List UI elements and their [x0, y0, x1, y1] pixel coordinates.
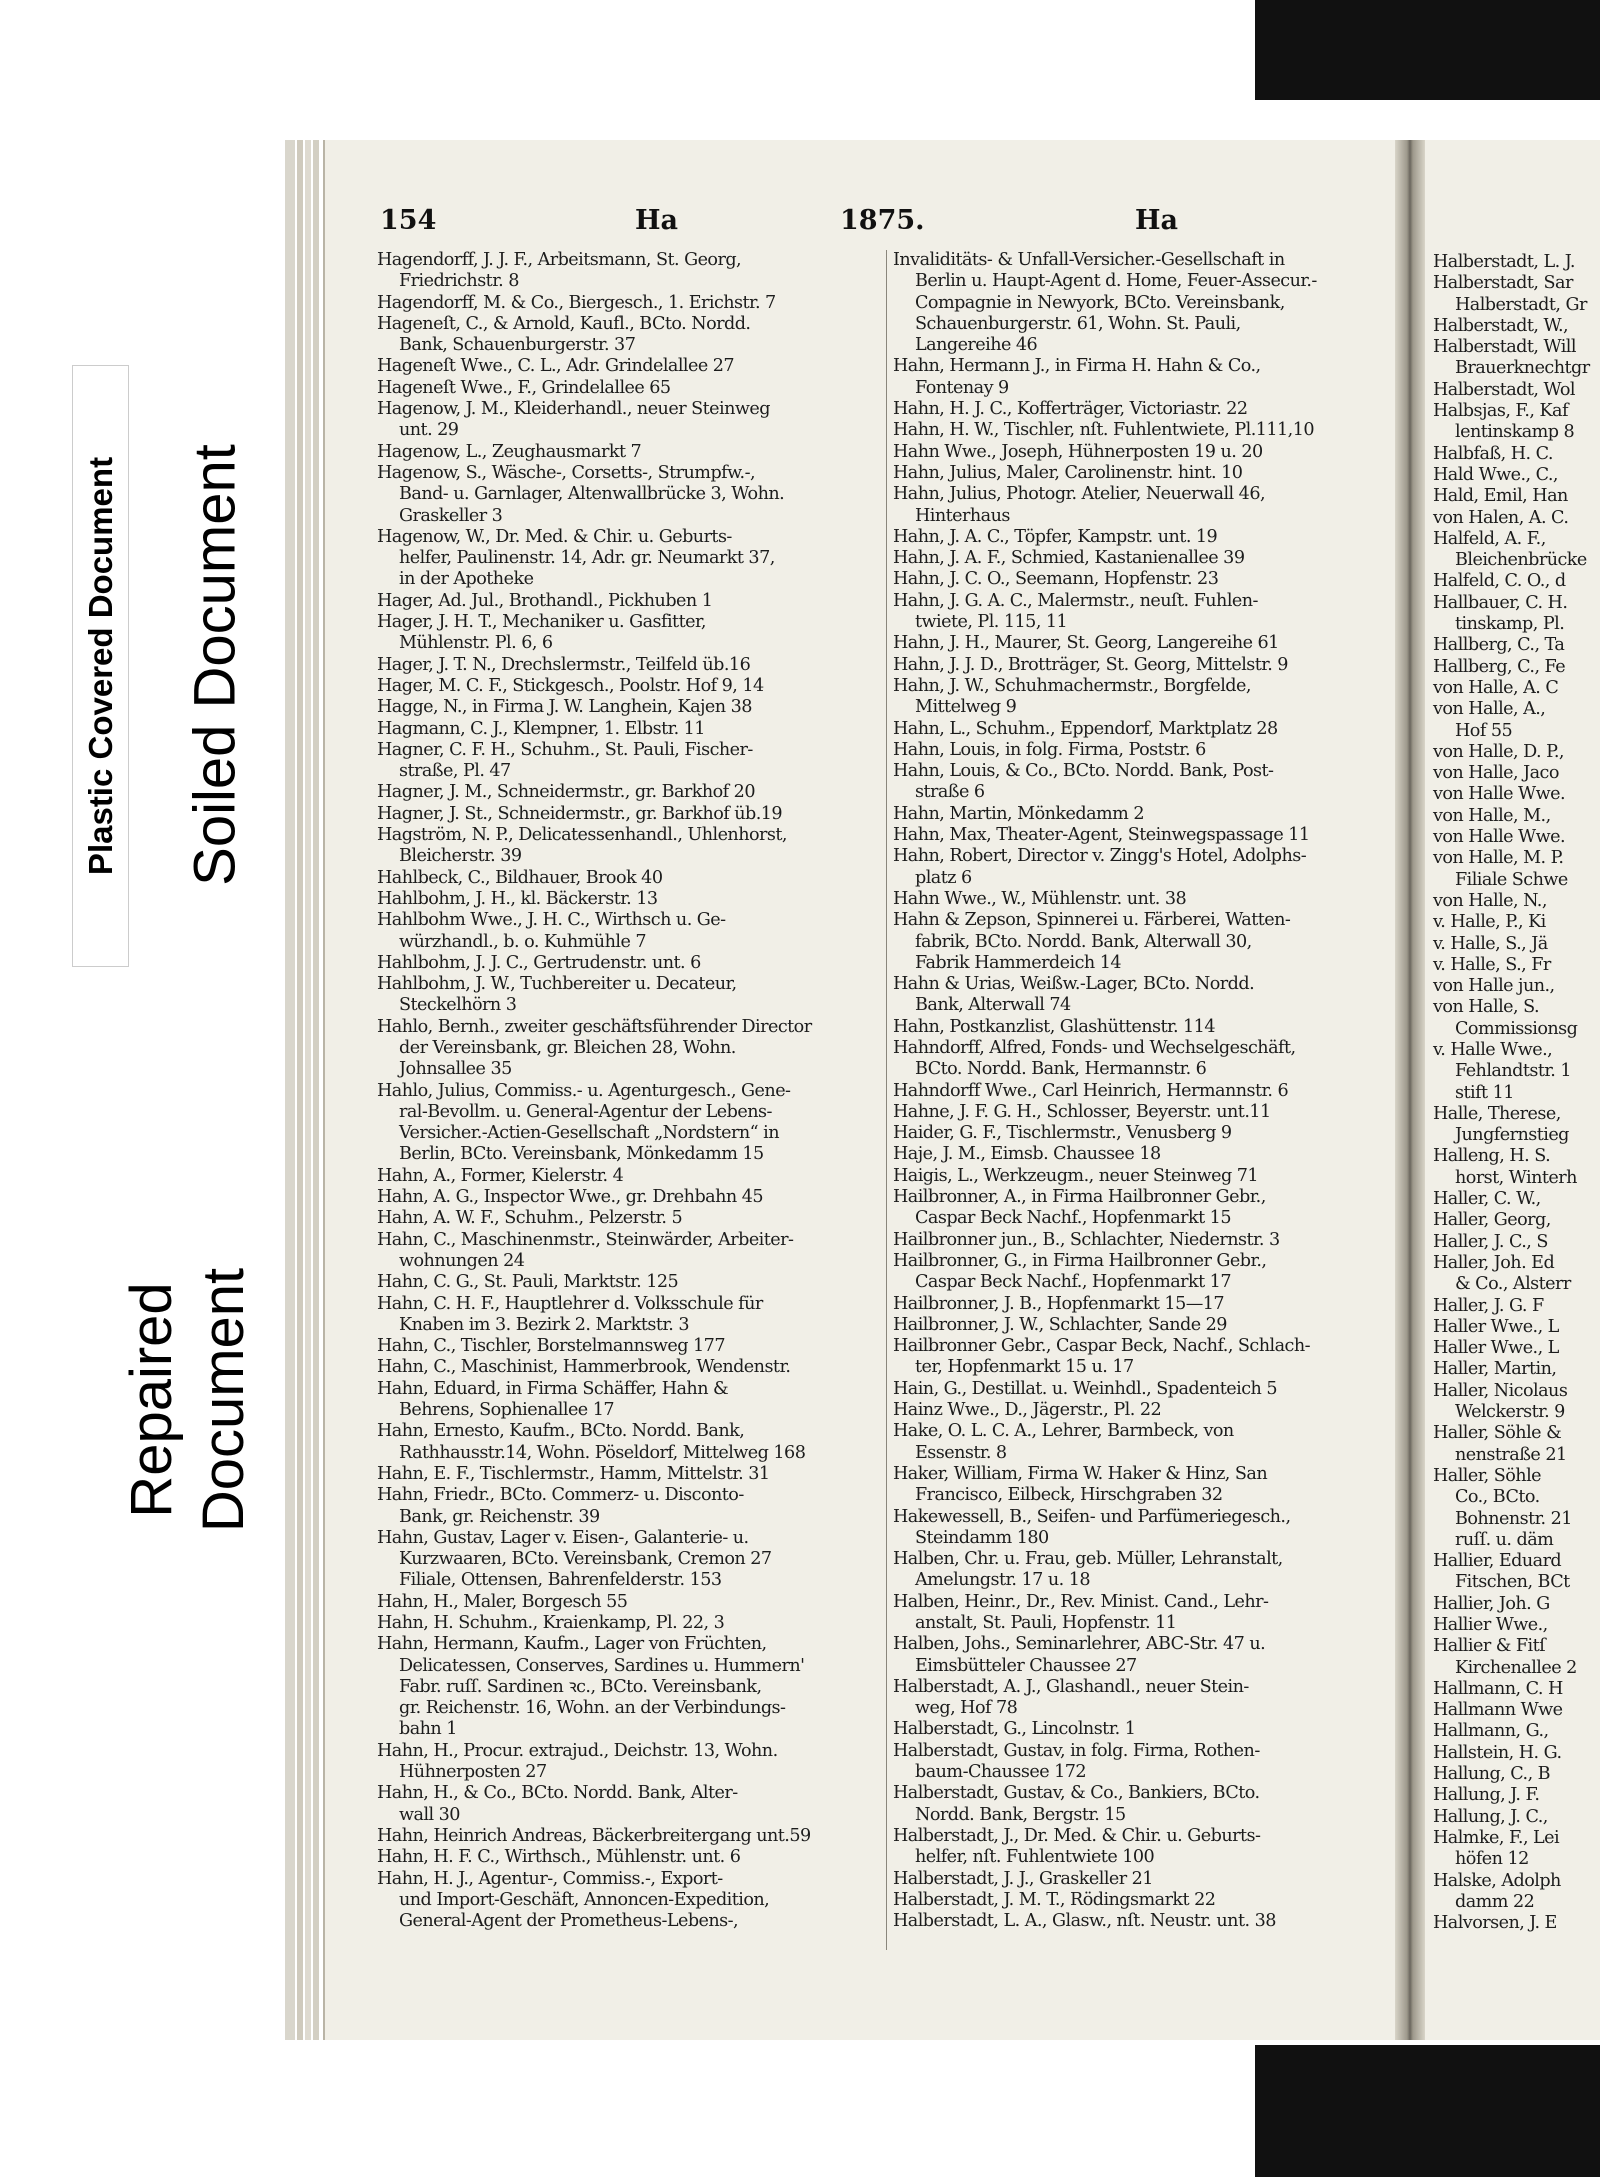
directory-line: Rathhausstr.14, Wohn. Pöseldorf, Mittelweg 168 — [399, 1442, 806, 1463]
left-column — [377, 250, 882, 1932]
directory-line: Halben, Chr. u. Frau, geb. Müller, Lehranstalt, — [893, 1549, 1283, 1570]
directory-line: v. Halle, P., Ki — [1433, 912, 1546, 933]
directory-line: von Halle, M., — [1433, 805, 1551, 826]
directory-line: Hailbronner Gebr., Caspar Beck, Nachf., Schlach- — [893, 1336, 1310, 1357]
directory-line: Halberstadt, A. J., Glashandl., neuer Stein- — [893, 1676, 1249, 1697]
directory-line: twiete, Pl. 115, 11 — [915, 612, 1068, 633]
directory-line: von Halle jun., — [1433, 976, 1555, 997]
directory-line: Filiale Schwe — [1455, 869, 1568, 890]
directory-line: Hahlbohm Wwe., J. H. C., Wirthsch u. Ge- — [377, 910, 726, 931]
directory-line: Invaliditäts- & Unfall-Versicher.-Gesellschaft in — [893, 250, 1285, 270]
directory-line: Hahn, L., Schuhm., Eppendorf, Marktplatz 28 — [893, 718, 1278, 739]
directory-line: Hahn, C., Maschinist, Hammerbrook, Wendenstr. — [377, 1357, 791, 1378]
directory-line: Hailbronner, A., in Firma Hailbronner Gebr., — [893, 1187, 1266, 1208]
soiled-text: Soiled Document — [182, 444, 248, 886]
directory-line: Hallier & Fitſ — [1433, 1636, 1546, 1657]
directory-line: Fabr. ruſſ. Sardinen ꝛc., BCto. Vereinsbank, — [399, 1676, 762, 1697]
directory-line: Hallberg, C., Fe — [1433, 656, 1566, 677]
directory-line: Hahn, H. Schuhm., Kraienkamp, Pl. 22, 3 — [377, 1613, 725, 1633]
right-column — [893, 250, 1383, 1932]
plastic-covered-label — [72, 365, 129, 967]
year-heading: 1875. — [840, 205, 925, 236]
archive-labels — [0, 0, 285, 2177]
directory-line: Hahne, J. F. G. H., Schlosser, Beyerstr. unt.11 — [893, 1101, 1271, 1122]
directory-line: Hahn, C. H. F., Hauptlehrer d. Volksschule für — [377, 1293, 763, 1314]
directory-line: Hahn Wwe., W., Mühlenstr. unt. 38 — [893, 888, 1187, 909]
directory-line: und Import-Geschäft, Annoncen-Expedition, — [399, 1889, 770, 1910]
directory-line: BCto. Nordd. Bank, Hermannstr. 6 — [915, 1059, 1207, 1080]
directory-line: helfer, Paulinenstr. 14, Adr. gr. Neumarkt 37, — [399, 548, 775, 569]
directory-line: Jungfernstieg — [1455, 1125, 1569, 1146]
directory-line: Bank, Alterwall 74 — [915, 995, 1071, 1016]
directory-line: Hailbronner, G., in Firma Hailbronner Gebr., — [893, 1250, 1267, 1271]
directory-line: fabrik, BCto. Nordd. Bank, Alterwall 30, — [915, 931, 1252, 952]
directory-line: Hake, O. L. C. A., Lehrer, Barmbeck, von — [893, 1421, 1234, 1442]
directory-line: Hahn, Eduard, in Firma Schäffer, Hahn & — [377, 1378, 729, 1399]
directory-line: Hahn & Zepson, Spinnerei u. Färberei, Watten- — [893, 910, 1291, 931]
directory-line: horst, Winterh — [1455, 1167, 1577, 1188]
directory-line: Hagström, N. P., Delicatessenhandl., Uhlenhorst, — [377, 825, 787, 846]
directory-line: Hahn, C. G., St. Pauli, Marktstr. 125 — [377, 1272, 679, 1293]
directory-line: Bank, Schauenburgerstr. 37 — [399, 335, 636, 356]
directory-line: Langereihe 46 — [915, 335, 1038, 356]
directory-line: Haller, Martin, — [1433, 1359, 1557, 1380]
directory-line: Halberstadt, Wol — [1433, 379, 1575, 400]
directory-line: Halfeld, C. O., d — [1433, 571, 1566, 592]
directory-line: Hahn, J. W., Schuhmachermstr., Borgfelde, — [893, 675, 1251, 696]
directory-line: Hahn & Urias, Weißw.-Lager, BCto. Nordd. — [893, 974, 1255, 995]
directory-line: Hagendorff, M. & Co., Biergesch., 1. Erichstr. 7 — [377, 292, 776, 313]
directory-line: Hallstein, H. G. — [1433, 1742, 1562, 1763]
directory-line: Haje, J. M., Eimsb. Chaussee 18 — [893, 1144, 1161, 1165]
directory-line: Hahn, H. W., Tischler, nſt. Fuhlentwiete, Pl.111,10 — [893, 420, 1315, 441]
directory-line: Eimsbütteler Chaussee 27 — [915, 1655, 1137, 1676]
directory-line: Halberstadt, Sar — [1433, 273, 1573, 294]
directory-line: Hahn, J. A. C., Töpfer, Kampstr. unt. 19 — [893, 526, 1218, 547]
directory-line: Hagner, J. St., Schneidermstr., gr. Barkhof üb.19 — [377, 803, 783, 824]
directory-line: Haigis, L., Werkzeugm., neuer Steinweg 71 — [893, 1165, 1259, 1186]
directory-line: Hagner, C. F. H., Schuhm., St. Pauli, Fischer- — [377, 739, 753, 760]
directory-line: Hahndorff, Alfred, Fonds- und Wechselgeschäft, — [893, 1037, 1296, 1058]
directory-line: Hahn Wwe., Joseph, Hühnerposten 19 u. 20 — [893, 441, 1263, 462]
directory-line: Halberstadt, L. A., Glasw., nſt. Neustr. unt. 38 — [893, 1911, 1276, 1932]
directory-line: gr. Reichenstr. 16, Wohn. an der Verbindungs- — [399, 1698, 786, 1719]
directory-line: wohnungen 24 — [399, 1250, 525, 1271]
directory-line: Halmke, F., Lei — [1433, 1827, 1560, 1848]
directory-line: v. Halle, S., Jä — [1433, 933, 1548, 954]
directory-line: Hahn, Julius, Maler, Carolinenstr. hint. 10 — [893, 462, 1243, 483]
directory-line: Steckelhörn 3 — [399, 995, 517, 1016]
directory-line: Friedrichstr. 8 — [399, 271, 519, 292]
directory-line: Hahn, Louis, & Co., BCto. Nordd. Bank, Post- — [893, 761, 1274, 782]
directory-line: Bank, gr. Reichenstr. 39 — [399, 1506, 600, 1527]
directory-line: Haller, Joh. Ed — [1433, 1252, 1555, 1273]
directory-line: Hahn, A. W. F., Schuhm., Pelzerstr. 5 — [377, 1208, 683, 1229]
directory-line: Hahn, H., & Co., BCto. Nordd. Bank, Alter- — [377, 1783, 738, 1804]
directory-line: Hahlbohm, J. H., kl. Bäckerstr. 13 — [377, 888, 658, 909]
directory-line: Hager, J. T. N., Drechslermstr., Teilfeld üb.16 — [377, 654, 751, 675]
directory-line: Hahn, Friedr., BCto. Commerz- u. Disconto- — [377, 1485, 744, 1506]
directory-line: Schauenburgerstr. 61, Wohn. St. Pauli, — [915, 313, 1241, 334]
directory-line: Bohnenstr. 21 — [1455, 1508, 1572, 1529]
directory-line: baum-Chaussee 172 — [915, 1762, 1087, 1783]
directory-line: Halfeld, A. F., — [1433, 528, 1546, 549]
directory-line: Halberstadt, L. J. — [1433, 252, 1575, 272]
directory-line: Hahn, Robert, Director v. Zingg's Hotel, Adolphs- — [893, 846, 1307, 867]
directory-line: Hahn, H., Procur. extrajud., Deichstr. 13, Wohn. — [377, 1740, 778, 1761]
directory-line: ral-Bevollm. u. General-Agentur der Lebens- — [399, 1101, 772, 1122]
directory-line: von Halle Wwe. — [1433, 827, 1565, 848]
directory-line: wall 30 — [399, 1804, 460, 1825]
directory-line: Hagmann, C. J., Klempner, 1. Elbstr. 11 — [377, 718, 705, 739]
directory-line: Halbfaß, H. C. — [1433, 443, 1553, 464]
next-page-column — [1433, 252, 1600, 1934]
directory-line: Hagenow, L., Zeughausmarkt 7 — [377, 441, 642, 462]
directory-line: Hahn, Ernesto, Kaufm., BCto. Nordd. Bank, — [377, 1421, 745, 1442]
directory-line: Hainz Wwe., D., Jägerstr., Pl. 22 — [893, 1400, 1162, 1421]
directory-line: ter, Hopfenmarkt 15 u. 17 — [915, 1357, 1134, 1378]
directory-line: Hager, Ad. Jul., Brothandl., Pickhuben 1 — [377, 590, 713, 611]
directory-line: Steindamm 180 — [915, 1527, 1049, 1548]
directory-line: weg, Hof 78 — [915, 1698, 1018, 1719]
directory-line: Berlin, BCto. Vereinsbank, Mönkedamm 15 — [399, 1144, 764, 1165]
directory-line: Caspar Beck Nachf., Hopfenmarkt 15 — [915, 1208, 1231, 1229]
directory-line: Hallung, J. C., — [1433, 1806, 1548, 1827]
directory-line: Hallier, Joh. G — [1433, 1593, 1550, 1614]
directory-line: damm 22 — [1455, 1891, 1535, 1912]
directory-line: Hahlbohm, J. W., Tuchbereiter u. Decateur, — [377, 974, 737, 995]
directory-line: Hallmann Wwe — [1433, 1700, 1563, 1721]
directory-line: v. Halle, S., Fr — [1433, 954, 1551, 975]
directory-line: in der Apotheke — [399, 569, 534, 590]
directory-line: Hahn, J. H., Maurer, St. Georg, Langereihe 61 — [893, 633, 1279, 654]
directory-line: Halberstadt, J., Dr. Med. & Chir. u. Geburts- — [893, 1825, 1261, 1846]
directory-line: Hahn, Gustav, Lager v. Eisen-, Galanterie- u. — [377, 1527, 749, 1548]
directory-line: Commissionsg — [1455, 1018, 1578, 1039]
directory-line: Halberstadt, Gr — [1455, 294, 1587, 315]
directory-line: straße 6 — [915, 782, 985, 803]
directory-line: Hahlo, Bernh., zweiter geschäftsführender Director — [377, 1016, 812, 1037]
directory-line: von Halen, A. C. — [1433, 507, 1569, 528]
directory-line: Hahn, Max, Theater-Agent, Steinwegspassage 11 — [893, 825, 1310, 846]
directory-line: Haider, G. F., Tischlermstr., Venusberg 9 — [893, 1123, 1232, 1144]
directory-line: Hahlbohm, J. J. C., Gertrudenstr. unt. 6 — [377, 952, 701, 973]
directory-line: Halbsjas, F., Kaf — [1433, 401, 1568, 422]
directory-line: von Halle, M. P. — [1433, 848, 1564, 869]
repaired-text: Repaired Document — [118, 1267, 256, 1533]
directory-line: Hager, M. C. F., Stickgesch., Poolstr. Hof 9, 14 — [377, 675, 764, 696]
page-header — [375, 205, 1367, 239]
directory-line: Hahn, Julius, Photogr. Atelier, Neuerwall 46, — [893, 484, 1266, 505]
directory-line: Hagner, J. M., Schneidermstr., gr. Barkhof 20 — [377, 782, 755, 803]
directory-line: Hallbauer, C. H. — [1433, 592, 1568, 613]
directory-line: Halberstadt, Gustav, & Co., Bankiers, BCto. — [893, 1783, 1260, 1804]
directory-line: straße, Pl. 47 — [399, 761, 511, 782]
directory-line: Graskeller 3 — [399, 505, 503, 526]
book-gutter — [1395, 140, 1425, 2040]
directory-line: Hallung, C., B — [1433, 1764, 1551, 1785]
binding-strip-top — [1255, 0, 1600, 100]
repaired-label — [100, 1150, 275, 1650]
directory-line: Hald, Emil, Han — [1433, 486, 1568, 507]
directory-line: Amelungstr. 17 u. 18 — [915, 1570, 1090, 1591]
next-page — [1425, 140, 1600, 2040]
directory-line: von Halle Wwe. — [1433, 784, 1565, 805]
directory-line: General-Agent der Prometheus-Lebens-, — [399, 1911, 739, 1932]
page-edge — [305, 140, 311, 2040]
directory-line: Hailbronner, J. W., Schlachter, Sande 29 — [893, 1314, 1227, 1335]
binding-strip-bottom — [1255, 2045, 1600, 2177]
directory-line: Fabrik Hammerdeich 14 — [915, 952, 1121, 973]
directory-line: von Halle, A., — [1433, 699, 1546, 720]
directory-line: von Halle, A. C — [1433, 677, 1559, 698]
directory-line: Hühnerposten 27 — [399, 1762, 547, 1783]
running-head-left: Ha — [635, 205, 679, 236]
directory-line: Hailbronner jun., B., Schlachter, Niedernstr. 3 — [893, 1229, 1280, 1250]
directory-line: Hallung, J. F. — [1433, 1785, 1540, 1806]
directory-line: Compagnie in Newyork, BCto. Vereinsbank, — [915, 292, 1285, 313]
directory-line: Kurzwaaren, BCto. Vereinsbank, Cremon 27 — [399, 1549, 772, 1570]
directory-line: Fitschen, BCt — [1455, 1572, 1570, 1593]
directory-line: Hallier, Eduard — [1433, 1551, 1562, 1572]
directory-line: Hahn, A., Former, Kielerstr. 4 — [377, 1165, 624, 1186]
directory-line: Band- u. Garnlager, Altenwallbrücke 3, Wohn. — [399, 484, 785, 505]
directory-line: Halleng, H. S. — [1433, 1146, 1551, 1167]
directory-line: Halben, Heinr., Dr., Rev. Minist. Cand., Lehr- — [893, 1591, 1269, 1612]
directory-line: Fehlandtstr. 1 — [1455, 1061, 1572, 1082]
directory-line: Hahn, Hermann J., in Firma H. Hahn & Co., — [893, 356, 1261, 377]
directory-line: Hain, G., Destillat. u. Weinhdl., Spadenteich 5 — [893, 1378, 1277, 1399]
directory-line: Hahn, H. J. C., Kofferträger, Victoriastr. 22 — [893, 399, 1248, 420]
directory-line: Knaben im 3. Bezirk 2. Marktstr. 3 — [399, 1314, 690, 1335]
directory-line: Hald Wwe., C., — [1433, 464, 1558, 485]
directory-line: Hahn, Heinrich Andreas, Bäckerbreitergang unt.59 — [377, 1825, 811, 1846]
directory-line: Haller Wwe., L — [1433, 1338, 1559, 1359]
directory-line: Halle, Therese, — [1433, 1103, 1561, 1124]
directory-line: v. Halle Wwe., — [1433, 1039, 1553, 1060]
directory-line: Hager, J. H. T., Mechaniker u. Gasfitter, — [377, 612, 706, 633]
directory-line: Hahn, E. F., Tischlermstr., Hamm, Mittelstr. 31 — [377, 1463, 770, 1484]
directory-line: Hahn, H. F. C., Wirthsch., Mühlenstr. unt. 6 — [377, 1847, 741, 1868]
directory-line: Hallberg, C., Ta — [1433, 635, 1565, 656]
directory-line: nenstraße 21 — [1455, 1444, 1567, 1465]
directory-line: Bleicherstr. 39 — [399, 846, 522, 867]
directory-line: Versicher.-Actien-Gesellschaft „Nordstern“ in — [399, 1123, 779, 1144]
directory-line: Halske, Adolph — [1433, 1870, 1561, 1891]
directory-line: Hagge, N., in Firma J. W. Langhein, Kajen 38 — [377, 697, 752, 718]
directory-line: lentinskamp 8 — [1455, 422, 1575, 443]
directory-line: Hof 55 — [1455, 720, 1513, 741]
directory-line: Hageneſt Wwe., F., Grindelallee 65 — [377, 377, 671, 398]
directory-line: Hahn, J. J. D., Brotträger, St. Georg, Mittelstr. 9 — [893, 654, 1288, 675]
directory-line: Haker, William, Firma W. Haker & Hinz, San — [893, 1463, 1268, 1484]
directory-line: Haller, J. G. F — [1433, 1295, 1544, 1316]
directory-line: anstalt, St. Pauli, Hopfenstr. 11 — [915, 1613, 1177, 1633]
directory-line: Kirchenallee 2 — [1455, 1657, 1577, 1678]
directory-line: Halvorsen, J. E — [1433, 1913, 1557, 1934]
column-divider — [886, 250, 887, 1950]
directory-line: bahn 1 — [399, 1719, 457, 1740]
directory-line: Essenstr. 8 — [915, 1442, 1007, 1463]
directory-line: & Co., Alsterr — [1455, 1274, 1571, 1295]
directory-line: Hahn, Hermann, Kaufm., Lager von Früchten, — [377, 1634, 767, 1655]
directory-line: helfer, nſt. Fuhlentwiete 100 — [915, 1847, 1155, 1868]
page-edge — [297, 140, 303, 2040]
directory-line: Welckerstr. 9 — [1455, 1402, 1565, 1423]
directory-line: Hinterhaus — [915, 505, 1010, 526]
directory-line: Hahndorff Wwe., Carl Heinrich, Hermannstr. 6 — [893, 1080, 1289, 1101]
directory-line: Hahn, H. J., Agentur-, Commiss.-, Export- — [377, 1868, 723, 1889]
directory-line: Halberstadt, J. J., Graskeller 21 — [893, 1868, 1153, 1889]
directory-line: Mühlenstr. Pl. 6, 6 — [399, 633, 553, 654]
directory-line: höfen 12 — [1455, 1849, 1529, 1870]
directory-line: Behrens, Sophienallee 17 — [399, 1400, 614, 1421]
soiled-label — [182, 365, 248, 965]
directory-book — [285, 140, 1600, 2040]
directory-line: Hailbronner, J. B., Hopfenmarkt 15—17 — [893, 1293, 1225, 1314]
directory-line: Hahn, J. C. O., Seemann, Hopfenstr. 23 — [893, 569, 1219, 590]
directory-line: Hahn, Postkanzlist, Glashüttenstr. 114 — [893, 1016, 1215, 1037]
directory-line: Hageneſt, C., & Arnold, Kaufl., BCto. Nordd. — [377, 313, 751, 334]
left-page — [323, 140, 1397, 2040]
page-edge — [313, 140, 319, 2040]
directory-line: unt. 29 — [399, 420, 459, 441]
directory-line: Haller, C. W., — [1433, 1189, 1541, 1210]
directory-line: Francisco, Eilbeck, Hirschgraben 32 — [915, 1485, 1223, 1506]
directory-line: Fontenay 9 — [915, 377, 1009, 398]
directory-line: Halberstadt, W., — [1433, 315, 1569, 336]
directory-line: Haller, Nicolaus — [1433, 1380, 1568, 1401]
directory-line: Hahn, Martin, Mönkedamm 2 — [893, 803, 1144, 824]
directory-line: Hagenow, S., Wäsche-, Corsetts-, Strumpfw.-, — [377, 462, 756, 483]
directory-line: Nordd. Bank, Bergstr. 15 — [915, 1804, 1126, 1825]
directory-line: Hahlo, Julius, Commiss.- u. Agenturgesch., Gene- — [377, 1080, 791, 1101]
directory-line: Co., BCto. — [1455, 1487, 1540, 1508]
directory-line: Berlin u. Haupt-Agent d. Home, Feuer-Assecur.- — [915, 271, 1317, 292]
directory-line: Hahn, J. A. F., Schmied, Kastanienallee 39 — [893, 548, 1245, 569]
directory-line: Haller, Söhle & — [1433, 1423, 1562, 1444]
directory-line: Hahn, H., Maler, Borgesch 55 — [377, 1591, 628, 1612]
directory-line: Hagenow, W., Dr. Med. & Chir. u. Geburts- — [377, 526, 732, 547]
directory-line: Halberstadt, J. M. T., Rödingsmarkt 22 — [893, 1889, 1216, 1910]
directory-line: Delicatessen, Conserves, Sardines u. Hummern' — [399, 1655, 805, 1676]
directory-line: von Halle, S. — [1433, 997, 1540, 1018]
directory-line: Hahn, C., Tischler, Borstelmannsweg 177 — [377, 1336, 725, 1357]
directory-line: Hallier Wwe., — [1433, 1615, 1548, 1635]
directory-line: von Halle, N., — [1433, 890, 1547, 911]
page-number: 154 — [380, 205, 437, 236]
directory-line: Hageneſt Wwe., C. L., Adr. Grindelallee 27 — [377, 356, 735, 377]
directory-line: Hahn, Louis, in folg. Firma, Poststr. 6 — [893, 739, 1206, 760]
directory-line: Hahn, A. G., Inspector Wwe., gr. Drehbahn 45 — [377, 1187, 763, 1208]
directory-line: würzhandl., b. o. Kuhmühle 7 — [399, 931, 646, 952]
page-edge — [285, 140, 295, 2040]
directory-line: Mittelweg 9 — [915, 697, 1017, 718]
directory-line: Halberstadt, Will — [1433, 337, 1576, 358]
directory-line: Johnsallee 35 — [399, 1059, 512, 1080]
directory-line: Hallmann, G., — [1433, 1721, 1549, 1742]
directory-line: Hagenow, J. M., Kleiderhandl., neuer Steinweg — [377, 399, 770, 420]
directory-line: Haller, J. C., S — [1433, 1231, 1548, 1252]
plastic-covered-text: Plastic Covered Document — [81, 456, 119, 876]
directory-line: Hahlbeck, C., Bildhauer, Brook 40 — [377, 867, 663, 888]
directory-line: von Halle, D. P., — [1433, 741, 1564, 762]
directory-line: platz 6 — [915, 867, 972, 888]
running-head-right: Ha — [1135, 205, 1179, 236]
directory-line: Hallmann, C. H — [1433, 1678, 1563, 1699]
directory-line: Hakewessell, B., Seifen- und Parfümeriegesch., — [893, 1506, 1291, 1527]
directory-line: Hahn, C., Maschinenmstr., Steinwärder, Arbeiter- — [377, 1229, 794, 1250]
directory-line: von Halle, Jaco — [1433, 763, 1559, 784]
directory-line: Halberstadt, Gustav, in folg. Firma, Rothen- — [893, 1740, 1260, 1761]
directory-line: Halberstadt, G., Lincolnstr. 1 — [893, 1719, 1136, 1740]
directory-line: Haller Wwe., L — [1433, 1316, 1559, 1337]
directory-line: stift 11 — [1455, 1082, 1514, 1103]
directory-line: Hahn, J. G. A. C., Malermstr., neuſt. Fuhlen- — [893, 590, 1258, 611]
directory-line: Filiale, Ottensen, Bahrenfelderstr. 153 — [399, 1570, 722, 1591]
directory-line: Caspar Beck Nachf., Hopfenmarkt 17 — [915, 1272, 1231, 1293]
directory-line: Hagendorff, J. J. F., Arbeitsmann, St. Georg, — [377, 250, 742, 270]
directory-line: tinskamp, Pl. — [1455, 614, 1565, 635]
directory-line: Haller, Georg, — [1433, 1210, 1551, 1231]
directory-line: Brauerknechtgr — [1455, 358, 1590, 379]
directory-line: der Vereinsbank, gr. Bleichen 28, Wohn. — [399, 1037, 736, 1058]
directory-line: ruſſ. u. däm — [1455, 1529, 1554, 1550]
directory-line: Bleichenbrücke — [1455, 550, 1587, 571]
directory-line: Halben, Johs., Seminarlehrer, ABC-Str. 47 u. — [893, 1634, 1266, 1655]
directory-line: Haller, Söhle — [1433, 1465, 1542, 1486]
